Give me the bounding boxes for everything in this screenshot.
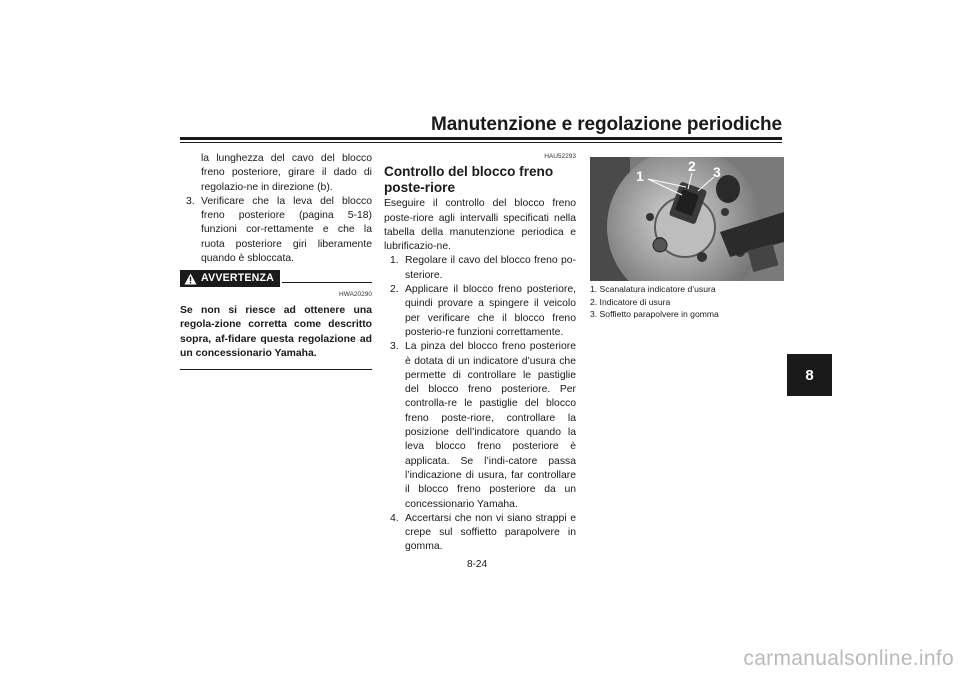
page-number: 8-24 [467, 559, 488, 570]
step-number: 3. [390, 341, 399, 353]
step-number: 3. [186, 195, 195, 207]
step-item [384, 254, 576, 283]
warning-label [180, 270, 280, 286]
warning-box [180, 270, 372, 370]
step-number: 2. [390, 284, 399, 296]
header-rule [180, 137, 782, 140]
step-text: Applicare il blocco freno posteriore, quindi provare a spingere il veicolo per verificare che il blocco freno posterio-re funzioni correttamente. [405, 284, 576, 338]
section-code: HAU52293 [544, 153, 576, 160]
section-intro: Eseguire il controllo del blocco freno poste-riore agli intervalli specificati nella tabella della manutenzione periodica e lubrificazio-ne. [384, 198, 576, 253]
warning-text: Se non si riesce ad ottenere una regola-zione corretta come descritto sopra, af-fidare questa regolazione ad un concessionario Yamaha. [180, 304, 372, 359]
page-header-title: Manutenzione e regolazione periodiche [430, 114, 782, 135]
step-text: La pinza del blocco freno posteriore è dotata di un indicatore d’usura che permette di controllare le pastiglie del blocco freno posteriore. Per controlla-re le pastiglie del blocco freno poste-riore, controllare la posizione dell’indicatore quando la leva blocco freno posteriore è applicata. Se l’indi-catore passa l’indicazione di usura, far controllare il blocco freno posteriore da un concessionario Yamaha. [405, 341, 576, 510]
photo-label-3: 3 [713, 164, 721, 180]
column-right [590, 157, 784, 321]
warning-header [180, 270, 372, 286]
callout-item: 1. Scanalatura indicatore d’usura [590, 284, 716, 294]
continued-step-text: la lunghezza del cavo del blocco freno posteriore, girare il dado di regolazio-ne in direzione (b). [201, 153, 372, 193]
step-item [384, 340, 576, 512]
step-item [180, 195, 372, 266]
column-middle [384, 150, 576, 555]
callout-item: 2. Indicatore di usura [590, 296, 671, 307]
warning-rule [282, 282, 372, 283]
step-text: Accertarsi che non vi siano strappi e crepe sul soffietto parapolvere in gomma. [405, 512, 576, 553]
warning-code: HWA20290 [339, 290, 372, 298]
section-title: Controllo del blocco freno poste-riore [384, 164, 554, 195]
step-number: 4. [390, 512, 399, 524]
photo-label-2: 2 [688, 158, 696, 174]
warning-triangle-icon [184, 273, 197, 285]
step-text: Verificare che la leva del blocco freno posteriore (pagina 5-18) funzioni cor-rettamente e che la ruota posteriore giri liberamente quando è sbloccata. [201, 195, 372, 265]
photo-label-1: 1 [636, 168, 644, 184]
step-number: 1. [390, 255, 399, 267]
watermark: carmanualsonline.info [743, 647, 954, 670]
photo-callouts [590, 283, 784, 321]
step-item [384, 283, 576, 340]
warning-bottom-rule [180, 369, 372, 370]
header-rule-thin [180, 142, 782, 143]
step-item [384, 512, 576, 555]
column-left [180, 152, 372, 370]
callout-item: 3. Soffietto parapolvere in gomma [590, 309, 719, 320]
chapter-tab: 8 [787, 354, 832, 396]
step-text: Regolare il cavo del blocco freno po-steriore. [405, 255, 576, 281]
brake-caliper-photo [590, 157, 784, 281]
warning-label-text: AVVERTENZA [201, 272, 275, 285]
